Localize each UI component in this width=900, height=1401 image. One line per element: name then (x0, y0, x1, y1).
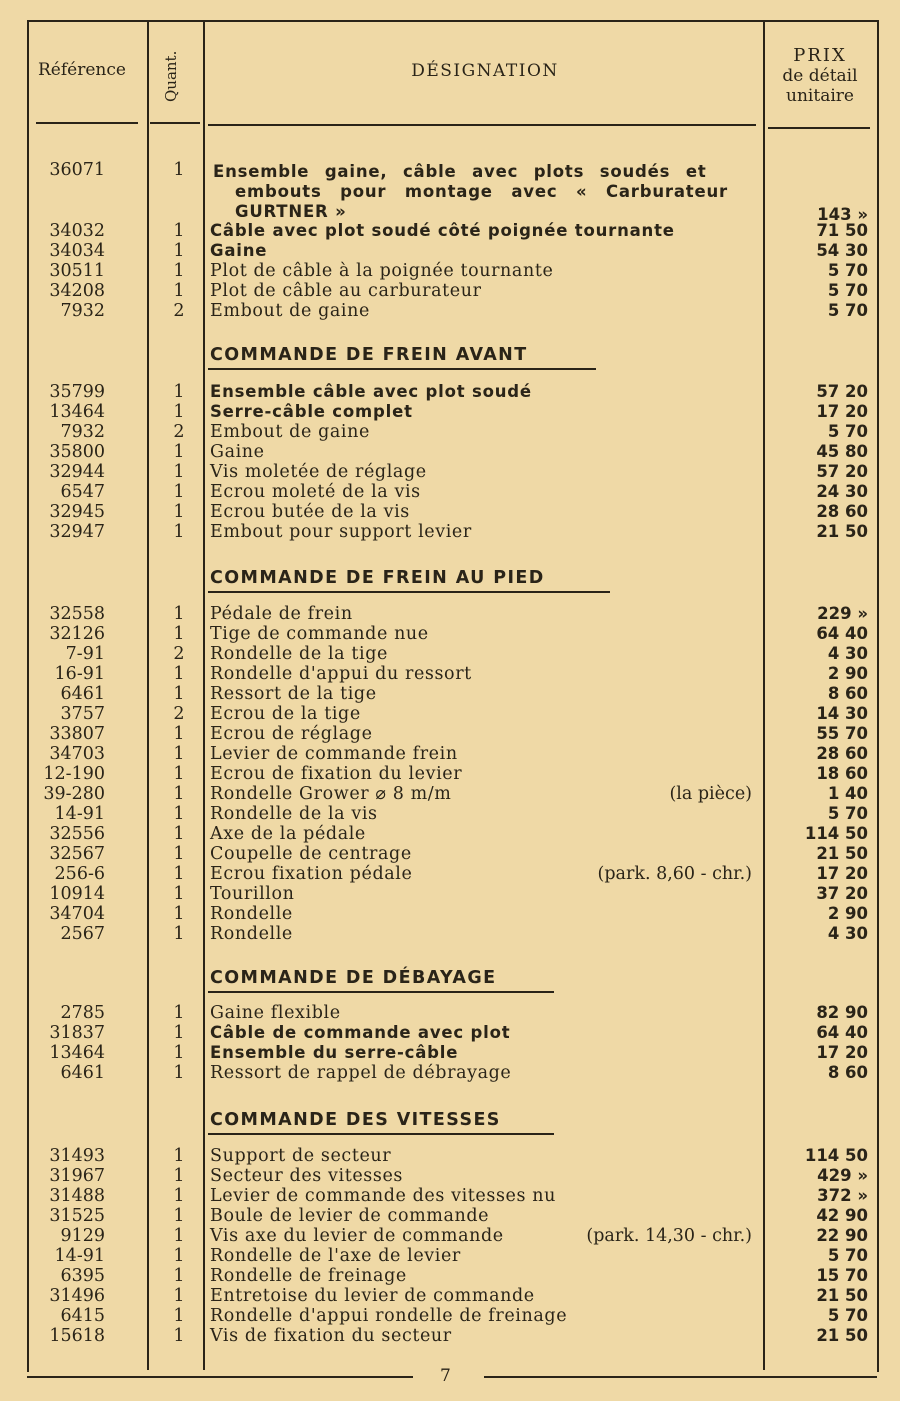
item-quantity: 1 (173, 1043, 185, 1063)
item-designation: Rondelle de la vis (210, 804, 378, 824)
item-price: 17 20 (816, 402, 868, 421)
item-note: (la pièce) (669, 784, 752, 804)
table-row (0, 684, 900, 704)
item-price: 22 90 (816, 1226, 868, 1245)
item-reference: 35800 (49, 442, 105, 462)
table-row (0, 462, 900, 482)
item-price: 5 70 (827, 261, 868, 280)
item-price: 14 30 (816, 704, 868, 723)
header-rule (208, 124, 756, 126)
table-row (0, 1023, 900, 1043)
item-price: 64 40 (816, 1023, 868, 1042)
item-price: 21 50 (816, 1326, 868, 1345)
footer-rule (484, 1376, 877, 1378)
header-reference: Référence (38, 60, 126, 80)
item-designation: Vis moletée de réglage (210, 462, 427, 482)
item-quantity: 1 (173, 684, 185, 704)
item-quantity: 1 (173, 864, 185, 884)
item-reference: 34703 (49, 744, 105, 764)
item-reference: 32558 (49, 604, 105, 624)
item-price: 17 20 (816, 1043, 868, 1062)
item-quantity: 1 (173, 1063, 185, 1083)
item-price: 2 90 (827, 904, 868, 923)
item-reference: 34208 (49, 281, 105, 301)
item-designation: Rondelle de freinage (210, 1266, 407, 1286)
item-price: 54 30 (816, 241, 868, 260)
item-price: 8 60 (827, 1063, 868, 1082)
item-reference: 35799 (49, 382, 105, 402)
item-quantity: 1 (173, 1146, 185, 1166)
header-price-line: unitaire (786, 86, 854, 106)
item-designation: Gaine (210, 241, 268, 260)
item-designation: Câble de commande avec plot (210, 1023, 511, 1042)
table-row (0, 1186, 900, 1206)
table-row (0, 744, 900, 764)
table-row (0, 864, 900, 884)
section-underline (208, 591, 610, 593)
item-quantity: 1 (173, 1226, 185, 1246)
item-price: 21 50 (816, 1286, 868, 1305)
section-title: COMMANDE DE DÉBAYAGE (210, 968, 497, 988)
item-designation: Vis de fixation du secteur (210, 1326, 452, 1346)
item-price: 71 50 (816, 221, 868, 240)
item-quantity: 1 (173, 784, 185, 804)
item-price: 28 60 (816, 502, 868, 521)
item-price: 37 20 (816, 884, 868, 903)
item-designation: Gaine flexible (210, 1003, 341, 1023)
item-designation: Rondelle Grower ⌀ 8 m/m (210, 784, 452, 804)
item-reference: 33807 (49, 724, 105, 744)
item-price: 114 50 (804, 824, 868, 843)
item-quantity: 1 (173, 824, 185, 844)
item-price: 5 70 (827, 804, 868, 823)
table-row (0, 261, 900, 281)
item-reference: 6395 (60, 1266, 105, 1286)
item-quantity: 1 (173, 884, 185, 904)
item-reference: 256-6 (54, 864, 105, 884)
item-quantity: 1 (173, 744, 185, 764)
table-row (0, 502, 900, 522)
item-reference: 16-91 (54, 664, 105, 684)
item-designation: Câble avec plot soudé côté poignée tournante (210, 221, 675, 240)
table-row (0, 442, 900, 462)
item-quantity: 1 (173, 1306, 185, 1326)
table-row (0, 281, 900, 301)
item-quantity: 1 (173, 804, 185, 824)
item-designation: Boule de levier de commande (210, 1206, 490, 1226)
item-designation: Rondelle de l'axe de levier (210, 1246, 461, 1266)
header-rule (36, 122, 138, 124)
item-reference: 32567 (49, 844, 105, 864)
item-quantity: 1 (173, 1286, 185, 1306)
header-rule (768, 127, 870, 129)
table-row (0, 784, 900, 804)
item-price: 17 20 (816, 864, 868, 883)
item-designation: Rondelle d'appui du ressort (210, 664, 472, 684)
item-reference: 2567 (60, 924, 105, 944)
item-designation: Embout de gaine (210, 301, 370, 321)
item-designation: Ecrou fixation pédale (210, 864, 413, 884)
item-quantity: 1 (173, 1326, 185, 1346)
item-quantity: 1 (173, 1186, 185, 1206)
item-price: 55 70 (816, 724, 868, 743)
item-quantity: 1 (173, 261, 185, 281)
item-quantity: 1 (173, 241, 185, 261)
item-designation: Axe de la pédale (210, 824, 366, 844)
item-price: 5 70 (827, 422, 868, 441)
item-designation: Rondelle d'appui rondelle de freinage (210, 1306, 568, 1326)
item-reference: 31525 (49, 1206, 105, 1226)
header-designation: DÉSIGNATION (411, 61, 559, 81)
item-reference: 34704 (49, 904, 105, 924)
item-quantity: 2 (173, 644, 185, 664)
item-price: 24 30 (816, 482, 868, 501)
item-designation: Pédale de frein (210, 604, 353, 624)
table-row (0, 241, 900, 261)
table-row (0, 824, 900, 844)
header-price-line: PRIX (793, 45, 847, 66)
table-row (0, 764, 900, 784)
table-row (0, 522, 900, 542)
item-quantity: 1 (173, 522, 185, 542)
table-row (0, 1326, 900, 1346)
footer-rule (27, 1376, 413, 1378)
item-price: 45 80 (816, 442, 868, 461)
item-designation: Ecrou de réglage (210, 724, 373, 744)
item-price: 2 90 (827, 664, 868, 683)
item-price: 372 » (817, 1186, 868, 1205)
item-designation: Vis axe du levier de commande (210, 1226, 504, 1246)
item-reference: 36071 (49, 160, 105, 180)
item-quantity: 1 (173, 664, 185, 684)
item-designation: Ensemble du serre-câble (210, 1043, 459, 1062)
table-row (0, 382, 900, 402)
item-quantity: 1 (173, 1266, 185, 1286)
table-row (0, 924, 900, 944)
item-quantity: 1 (173, 1246, 185, 1266)
item-note: (park. 14,30 - chr.) (586, 1226, 752, 1246)
section-underline (208, 368, 596, 370)
item-designation: Levier de commande frein (210, 744, 458, 764)
item-quantity: 1 (173, 1003, 185, 1023)
item-price: 21 50 (816, 522, 868, 541)
item-price: 143 » (817, 205, 868, 224)
table-row (0, 724, 900, 744)
item-quantity: 2 (173, 422, 185, 442)
item-quantity: 2 (173, 301, 185, 321)
table-row (0, 482, 900, 502)
item-designation: Ecrou butée de la vis (210, 502, 410, 522)
item-designation: Ecrou de fixation du levier (210, 764, 463, 784)
item-quantity: 1 (173, 904, 185, 924)
item-designation: Embout pour support levier (210, 522, 472, 542)
item-reference: 31488 (49, 1186, 105, 1206)
designation-line: embouts pour montage avec « Carburateur (235, 182, 728, 201)
item-designation: Rondelle (210, 924, 293, 944)
item-designation: Embout de gaine (210, 422, 370, 442)
item-quantity: 1 (173, 604, 185, 624)
header-price (765, 46, 875, 106)
table-row (0, 804, 900, 824)
table-row (0, 844, 900, 864)
item-quantity: 1 (173, 462, 185, 482)
header-price-line: de détail (782, 66, 858, 86)
item-reference: 32944 (49, 462, 105, 482)
item-quantity: 1 (173, 382, 185, 402)
table-row (0, 1043, 900, 1063)
item-price: 28 60 (816, 744, 868, 763)
item-price: 57 20 (816, 382, 868, 401)
item-designation: Ecrou moleté de la vis (210, 482, 421, 502)
item-price: 5 70 (827, 1306, 868, 1325)
item-quantity: 1 (173, 160, 185, 180)
item-reference: 14-91 (54, 1246, 105, 1266)
item-reference: 13464 (49, 1043, 105, 1063)
item-designation: Ensemble câble avec plot soudé (210, 382, 532, 401)
table-row (0, 1146, 900, 1166)
item-reference: 6415 (60, 1306, 105, 1326)
item-reference: 15618 (49, 1326, 105, 1346)
item-designation: Entretoise du levier de commande (210, 1286, 535, 1306)
item-reference: 7-91 (65, 644, 105, 664)
item-reference: 31837 (49, 1023, 105, 1043)
table-row (0, 704, 900, 724)
table-row (0, 904, 900, 924)
table-row (0, 884, 900, 904)
table-row (0, 664, 900, 684)
item-price: 5 70 (827, 301, 868, 320)
table-row (0, 1306, 900, 1326)
item-designation: Plot de câble à la poignée tournante (210, 261, 554, 281)
item-quantity: 1 (173, 624, 185, 644)
item-designation: Ressort de rappel de débrayage (210, 1063, 512, 1083)
item-price: 4 30 (827, 924, 868, 943)
item-note: (park. 8,60 - chr.) (597, 864, 752, 884)
item-designation: Ecrou de la tige (210, 704, 361, 724)
table-row (0, 1226, 900, 1246)
item-designation: Serre-câble complet (210, 402, 413, 421)
item-price: 42 90 (816, 1206, 868, 1225)
item-quantity: 1 (173, 402, 185, 422)
item-designation: Rondelle (210, 904, 293, 924)
item-designation: Coupelle de centrage (210, 844, 412, 864)
section-title: COMMANDE DE FREIN AVANT (210, 345, 528, 365)
section-underline (208, 1133, 554, 1135)
item-reference: 34032 (49, 221, 105, 241)
item-quantity: 1 (173, 442, 185, 462)
designation-line: Ensemble gaine, câble avec plots soudés et (213, 162, 707, 181)
item-designation: Tourillon (210, 884, 295, 904)
item-designation: Levier de commande des vitesses nu (210, 1186, 556, 1206)
item-quantity: 1 (173, 724, 185, 744)
item-price: 8 60 (827, 684, 868, 703)
item-quantity: 1 (173, 482, 185, 502)
item-reference: 32556 (49, 824, 105, 844)
item-price: 18 60 (816, 764, 868, 783)
item-reference: 32945 (49, 502, 105, 522)
item-reference: 31967 (49, 1166, 105, 1186)
section-title: COMMANDE DES VITESSES (210, 1110, 501, 1130)
item-reference: 14-91 (54, 804, 105, 824)
item-price: 21 50 (816, 844, 868, 863)
table-row (0, 221, 900, 241)
item-quantity: 1 (173, 764, 185, 784)
header-quantity: Quant. (162, 50, 180, 102)
table-row (0, 644, 900, 664)
designation-line: GURTNER » (235, 202, 347, 221)
table-row (0, 1063, 900, 1083)
item-quantity: 2 (173, 704, 185, 724)
item-reference: 31496 (49, 1286, 105, 1306)
item-designation: Gaine (210, 442, 265, 462)
item-quantity: 1 (173, 221, 185, 241)
item-price: 82 90 (816, 1003, 868, 1022)
item-quantity: 1 (173, 502, 185, 522)
item-reference: 9129 (60, 1226, 105, 1246)
table-row (0, 1206, 900, 1226)
item-designation: Ressort de la tige (210, 684, 377, 704)
item-price: 1 40 (827, 784, 868, 803)
item-reference: 10914 (49, 884, 105, 904)
table-row (0, 1166, 900, 1186)
item-reference: 6461 (60, 1063, 105, 1083)
item-reference: 2785 (60, 1003, 105, 1023)
table-row (0, 624, 900, 644)
item-price: 4 30 (827, 644, 868, 663)
table-row (0, 422, 900, 442)
table-row (0, 1286, 900, 1306)
item-quantity: 1 (173, 844, 185, 864)
table-row (0, 604, 900, 624)
item-reference: 39-280 (43, 784, 105, 804)
item-designation: Rondelle de la tige (210, 644, 388, 664)
item-reference: 12-190 (43, 764, 105, 784)
item-reference: 6461 (60, 684, 105, 704)
item-reference: 30511 (49, 261, 105, 281)
table-row (0, 402, 900, 422)
item-quantity: 1 (173, 1206, 185, 1226)
item-price: 57 20 (816, 462, 868, 481)
item-reference: 34034 (49, 241, 105, 261)
item-quantity: 1 (173, 1023, 185, 1043)
section-underline (208, 991, 554, 993)
item-quantity: 1 (173, 281, 185, 301)
item-reference: 31493 (49, 1146, 105, 1166)
table-row (0, 1003, 900, 1023)
item-reference: 6547 (60, 482, 105, 502)
item-price: 15 70 (816, 1266, 868, 1285)
item-reference: 7932 (60, 422, 105, 442)
item-designation: Plot de câble au carburateur (210, 281, 482, 301)
table-row (0, 1266, 900, 1286)
item-quantity: 1 (173, 1166, 185, 1186)
item-designation: Support de secteur (210, 1146, 392, 1166)
item-reference: 32126 (49, 624, 105, 644)
item-price: 5 70 (827, 1246, 868, 1265)
item-price: 229 » (817, 604, 868, 623)
table-row (0, 301, 900, 321)
item-reference: 32947 (49, 522, 105, 542)
item-reference: 13464 (49, 402, 105, 422)
table-row (0, 1246, 900, 1266)
item-reference: 7932 (60, 301, 105, 321)
item-price: 429 » (817, 1166, 868, 1185)
item-designation: Secteur des vitesses (210, 1166, 404, 1186)
item-reference: 3757 (60, 704, 105, 724)
item-price: 114 50 (804, 1146, 868, 1165)
page-number: 7 (440, 1366, 451, 1386)
item-price: 64 40 (816, 624, 868, 643)
item-designation: Tige de commande nue (210, 624, 429, 644)
item-price: 5 70 (827, 281, 868, 300)
header-rule (150, 122, 200, 124)
section-title: COMMANDE DE FREIN AU PIED (210, 568, 545, 588)
item-quantity: 1 (173, 924, 185, 944)
